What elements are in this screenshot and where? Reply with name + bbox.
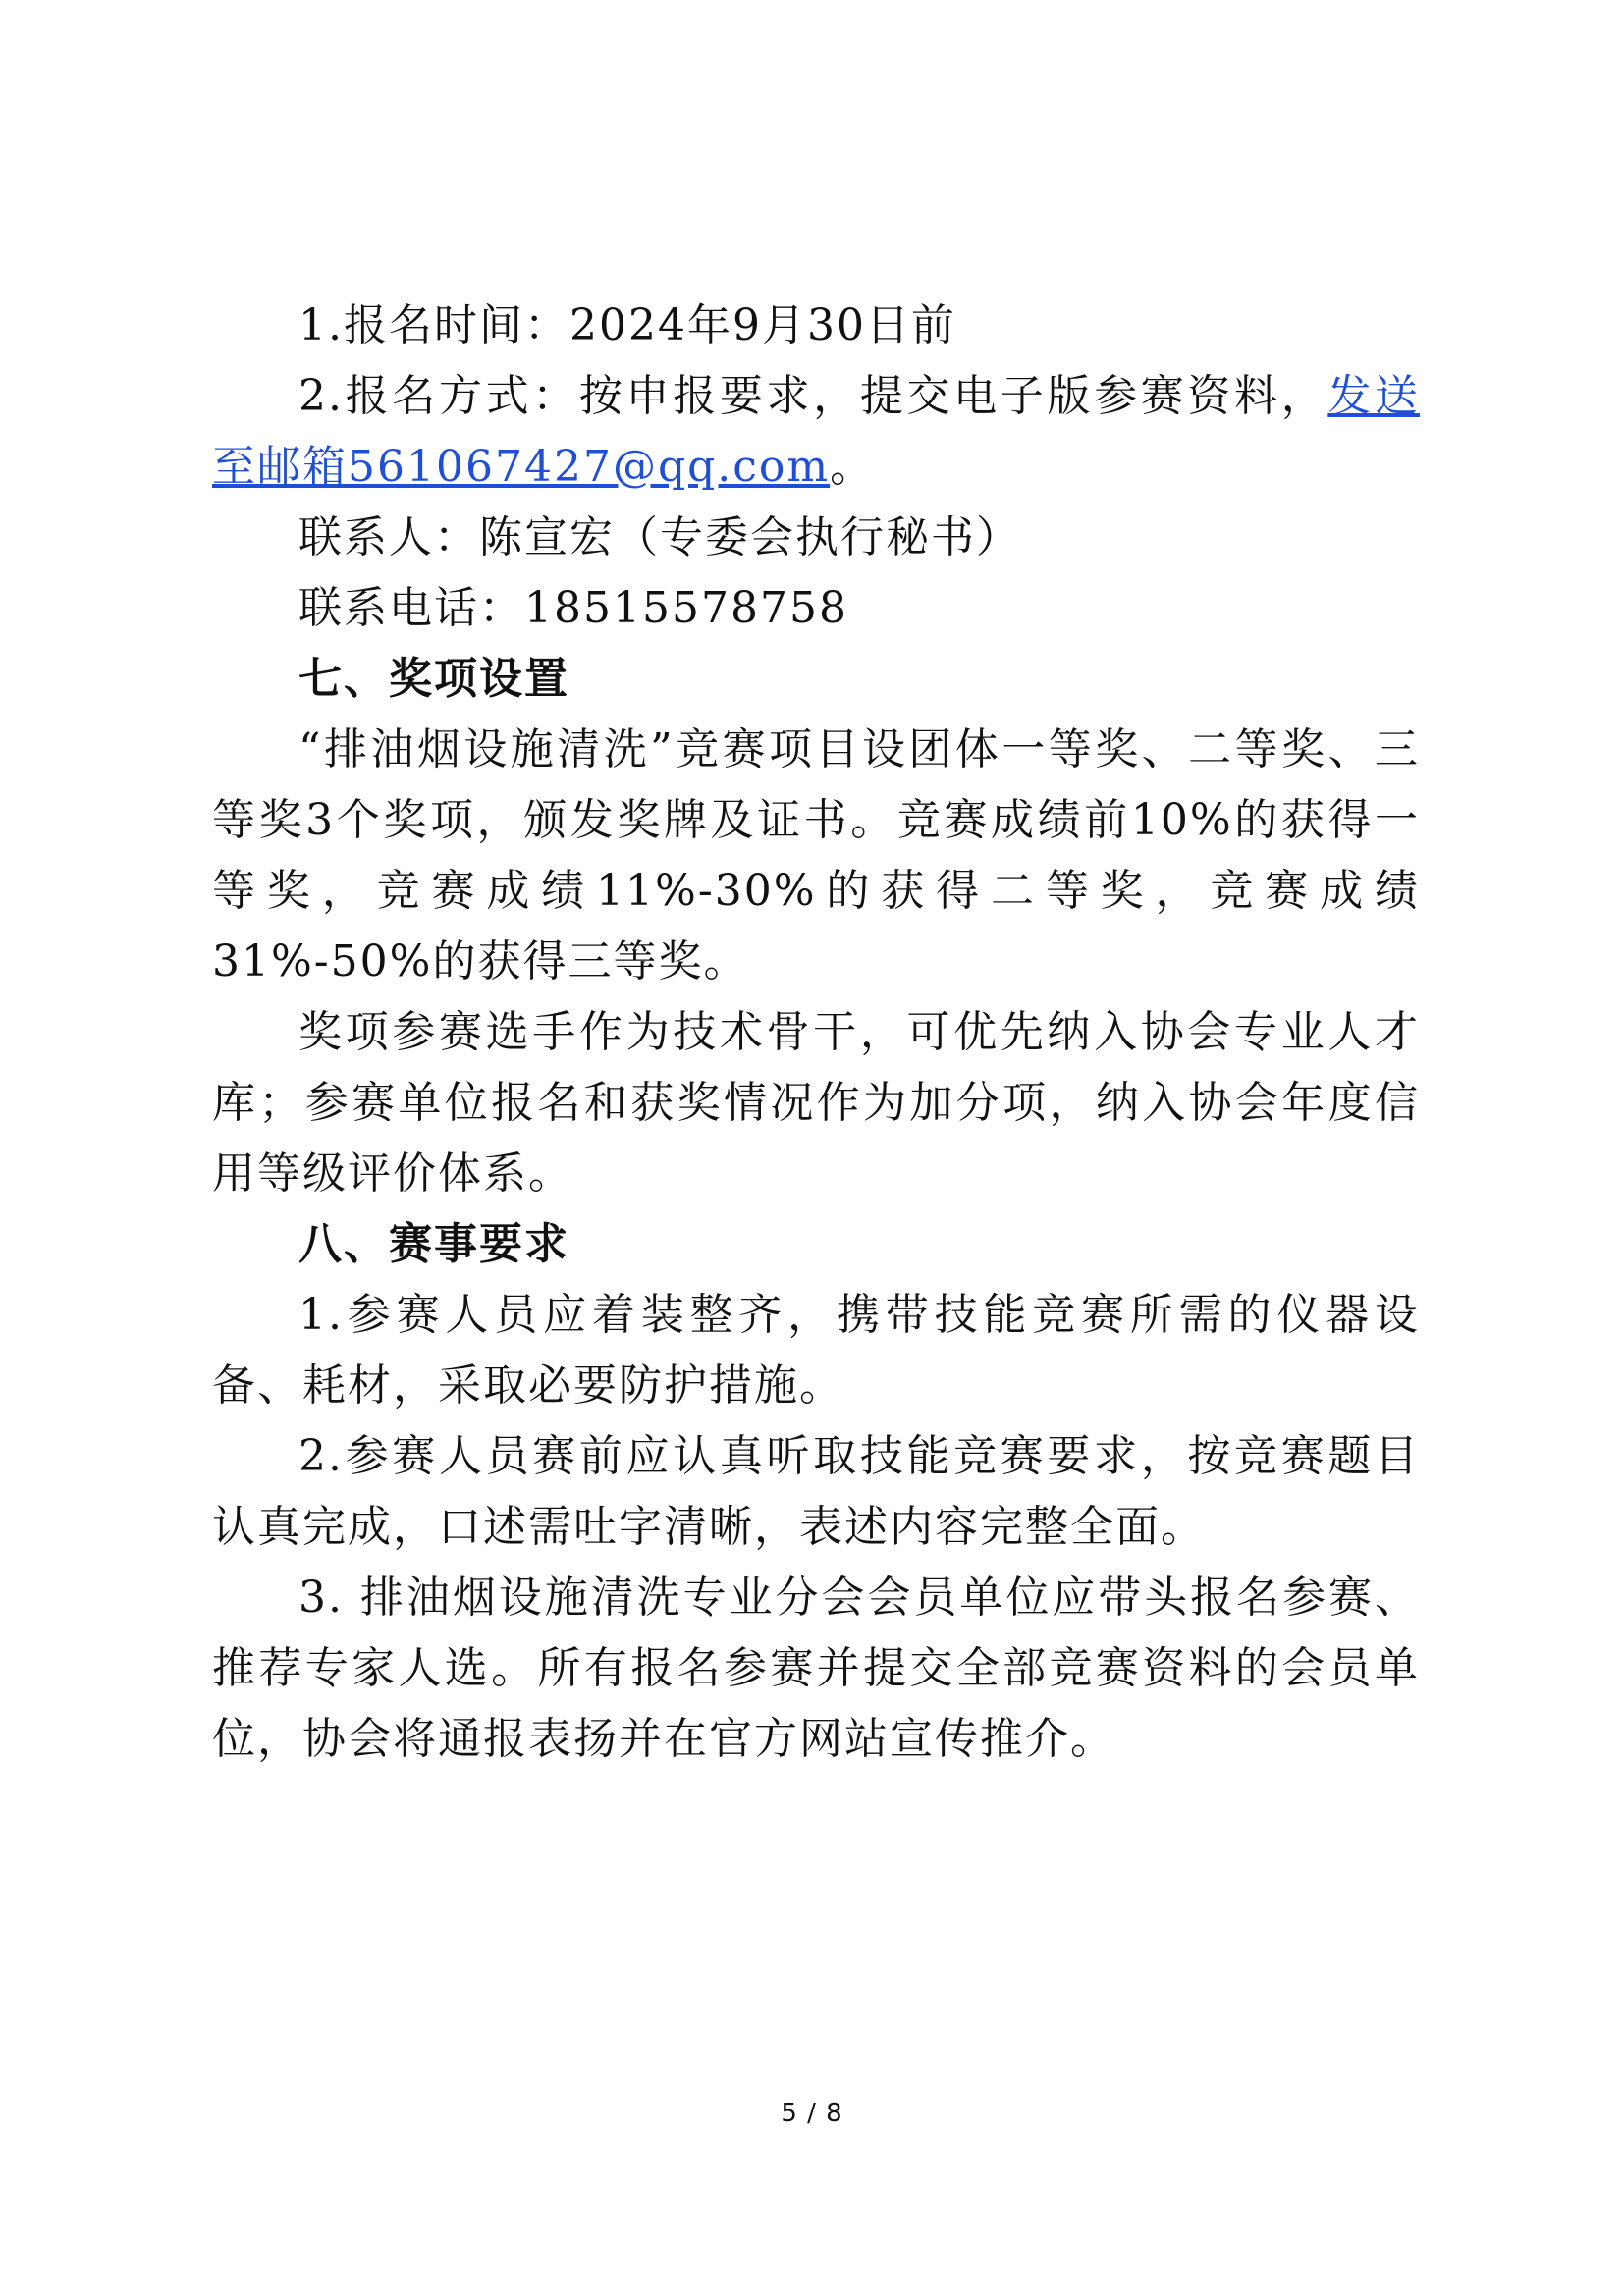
section-7-heading: 七、奖项设置 — [298, 654, 569, 704]
registration-method — [212, 361, 1420, 503]
contact-phone: 联系电话：18515578758 — [298, 583, 848, 633]
requirement-1: 1.参赛人员应着装整齐，携带技能竞赛所需的仪器设备、耗材，采取必要防护措施。 — [212, 1290, 1420, 1411]
requirement-3: 3. 排油烟设施清洗专业分会会员单位应带头报名参赛、推荐专家人选。所有报名参赛并提交全部竞赛资料的会员单位，协会将通报表扬并在官方网站宣传推介。 — [212, 1573, 1420, 1764]
section-8-heading: 八、赛事要求 — [298, 1219, 569, 1269]
page-number: 5 / 8 — [781, 2099, 843, 2128]
awards-description: “排油烟设施清洗”竞赛项目设团体一等奖、二等奖、三等奖3个奖项，颁发奖牌及证书。竞赛成绩前10%的获得一等奖，竞赛成绩11%-30%的获得二等奖，竞赛成绩31%-50%的获得三等奖。 — [212, 724, 1420, 987]
registration-method-end: 。 — [830, 442, 876, 492]
contact-person: 联系人：陈宣宏（专委会执行秘书） — [298, 512, 1021, 562]
awards-benefit: 奖项参赛选手作为技术骨干，可优先纳入协会专业人才库；参赛单位报名和获奖情况作为加分项，纳入协会年度信用等级评价体系。 — [212, 1007, 1420, 1199]
registration-method-text: 2.报名方式：按申报要求，提交电子版参赛资料， — [298, 371, 1328, 421]
requirement-2: 2.参赛人员赛前应认真听取技能竞赛要求，按竞赛题目认真完成，口述需吐字清晰，表述内容完整全面。 — [212, 1431, 1420, 1552]
registration-time: 1.报名时间：2024年9月30日前 — [298, 300, 956, 350]
email-link[interactable]: 发送至邮箱561067427@qq.com — [212, 371, 1420, 492]
document-body — [212, 291, 1420, 1775]
